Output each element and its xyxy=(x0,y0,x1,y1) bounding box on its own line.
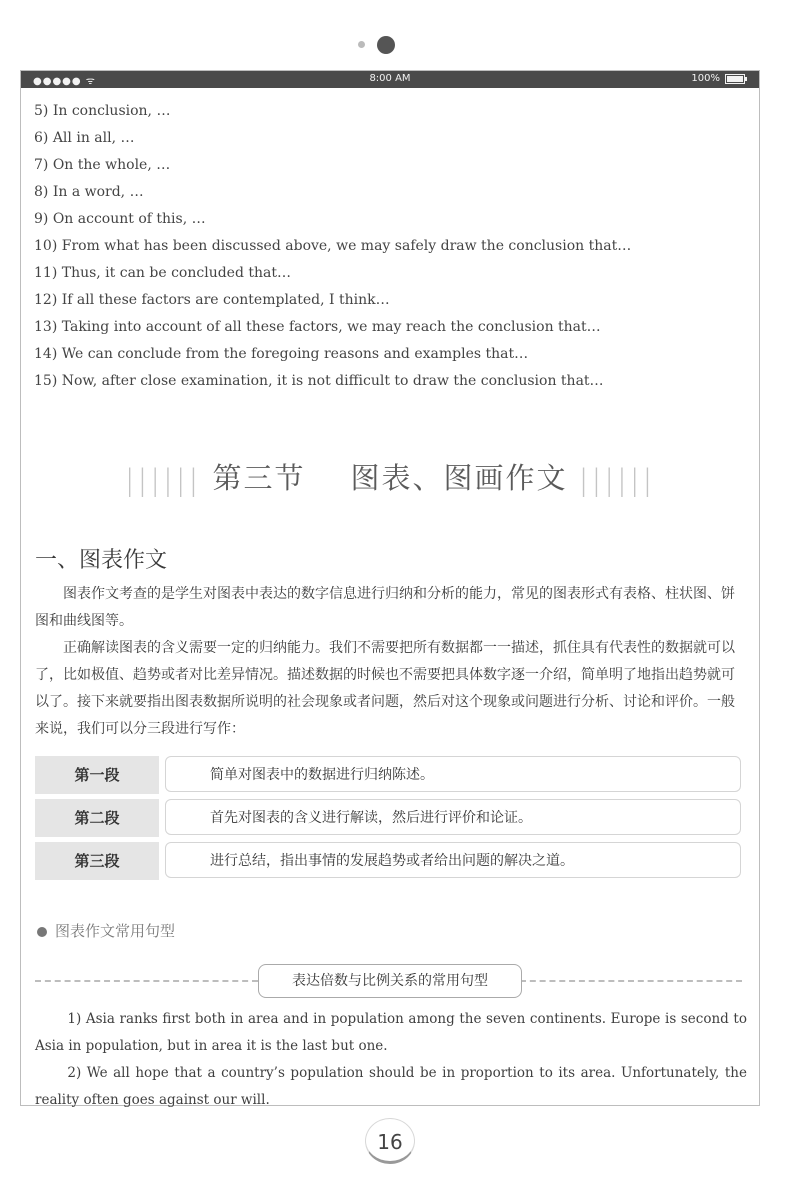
list-item: 15) Now, after close examination, it is not difficult to draw the conclusion that… xyxy=(34,373,604,389)
list-item: 12) If all these factors are contemplated, I think… xyxy=(34,292,390,308)
intro-paragraph: 图表作文考查的是学生对图表中表达的数字信息进行归纳和分析的能力，常见的图表形式有表格、柱状图、饼图和曲线图等。 xyxy=(35,586,735,629)
list-item: 10) From what has been discussed above, we may safely draw the conclusion that… xyxy=(34,238,632,254)
phrase-list xyxy=(34,98,631,395)
tablet-frame xyxy=(20,70,760,1106)
bullet-heading-text: 图表作文常用句型 xyxy=(55,922,176,940)
row-label: 第一段 xyxy=(35,756,159,794)
list-item: 13) Taking into account of all these factors, we may reach the conclusion that… xyxy=(34,319,601,335)
decorative-bars-left: |||||| xyxy=(124,463,202,497)
example-paragraph: 1) Asia ranks first both in area and in population among the seven continents. Europe is second to Asia in population, but in area it is the last but one. xyxy=(35,1011,747,1054)
list-item: 8) In a word, … xyxy=(34,184,144,200)
table-row xyxy=(35,799,741,837)
table-row xyxy=(35,842,741,880)
list-item: 6) All in all, … xyxy=(34,130,135,146)
page-dot-active[interactable] xyxy=(377,36,395,54)
chapter-heading: 一、图表作文 xyxy=(35,548,168,573)
list-item: 7) On the whole, … xyxy=(34,157,171,173)
row-text: 简单对图表中的数据进行归纳陈述。 xyxy=(165,756,741,792)
row-label: 第三段 xyxy=(35,842,159,880)
bullet-heading xyxy=(37,920,175,941)
list-item: 9) On account of this, … xyxy=(34,211,206,227)
status-time: 8:00 AM xyxy=(369,73,411,84)
page-number: 16 xyxy=(365,1118,415,1164)
section-name: 图表、图画作文 xyxy=(350,461,568,495)
list-item: 14) We can conclude from the foregoing reasons and examples that… xyxy=(34,346,529,362)
section-number: 第三节 xyxy=(212,461,306,495)
table-row xyxy=(35,756,741,794)
row-label: 第二段 xyxy=(35,799,159,837)
row-text: 进行总结，指出事情的发展趋势或者给出问题的解决之道。 xyxy=(165,842,741,878)
page-dot-inactive[interactable] xyxy=(358,41,365,48)
status-bar xyxy=(21,71,759,88)
battery-icon xyxy=(725,74,745,84)
bullet-icon xyxy=(37,927,47,937)
example-paragraph: 2) We all hope that a country’s population should be in proportion to its area. Unfortunately, the reality often goes against our will. xyxy=(35,1065,747,1108)
page-indicator xyxy=(0,36,800,56)
divider-left xyxy=(35,980,258,982)
row-text: 首先对图表的含义进行解读，然后进行评价和论证。 xyxy=(165,799,741,835)
signal-icon: ●●●●● ᯤ xyxy=(33,76,96,87)
list-item: 5) In conclusion, … xyxy=(34,103,171,119)
section-title xyxy=(21,456,759,497)
decorative-bars-right: |||||| xyxy=(578,463,656,497)
subheading-box: 表达倍数与比例关系的常用句型 xyxy=(258,964,522,998)
battery-percent: 100% xyxy=(691,73,720,84)
battery-status xyxy=(691,73,745,84)
guide-paragraph: 正确解读图表的含义需要一定的归纳能力。我们不需要把所有数据都一一描述，抓住具有代表性的数据就可以了，比如极值、趋势或者对比差异情况。描述数据的时候也不需要把具体数字逐一介绍，简单明了地指出趋势就可以了。接下来就要指出图表数据所说明的社会现象或者问题，然后对这个现象或问题进行分析、讨论和评价。一般来说，我们可以分三段进行写作： xyxy=(35,640,735,737)
list-item: 11) Thus, it can be concluded that… xyxy=(34,265,291,281)
divider-right xyxy=(520,980,742,982)
